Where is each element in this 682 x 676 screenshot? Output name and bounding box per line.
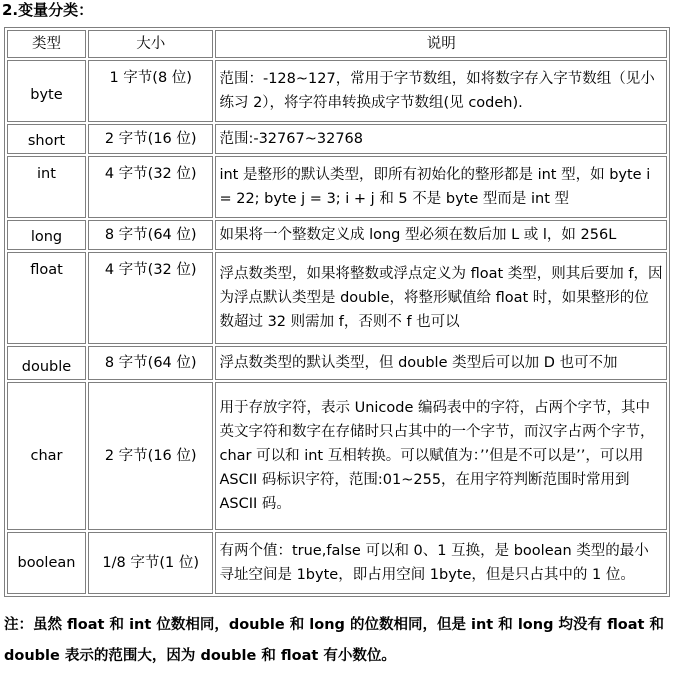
description-cell: int 是整形的默认类型，即所有初始化的整形都是 int 型，如 byte i = 22; byte j = 3; i + j 和 5 不是 byte 型而是 int 型: [215, 156, 667, 218]
description-cell: 浮点数类型的默认类型，但 double 类型后可以加 D 也可不加: [215, 346, 667, 380]
table-row: [7, 532, 667, 594]
type-cell: char: [7, 382, 86, 530]
table-row: [7, 124, 667, 154]
size-cell: 8 字节(64 位): [88, 346, 214, 380]
footnote: 注：虽然 float 和 int 位数相同，double 和 long 的位数相同，但是 int 和 long 均没有 float 和 double 表示的范围大，因为 double 和 float 有小数位。: [4, 617, 665, 664]
size-cell: 2 字节(16 位): [88, 124, 214, 154]
table-header-row: [7, 30, 667, 58]
size-cell: 4 字节(32 位): [88, 252, 214, 344]
description-cell: 如果将一个整数定义成 long 型必须在数后加 L 或 l，如 256L: [215, 220, 667, 250]
description-cell: 范围：-128~127，常用于字节数组，如将数字存入字节数组（见小练习 2），将字符串转换成字节数组(见 codeh).: [215, 60, 667, 122]
description-cell: 用于存放字符，表示 Unicode 编码表中的字符，占两个字节，其中英文字符和数字在存储时只占其中的一个字节，而汉字占两个字节，char 可以和 int 互相转换。可以赋值为：’’但是不可以是’’，可以用 ASCII 码标识字符，范围:01~255，在用字符判断范围时常用到 ASCII 码。: [215, 382, 667, 530]
description-cell: 有两个值：true,false 可以和 0、1 互换，是 boolean 类型的最小寻址空间是 1byte，即占用空间 1byte，但是只占其中的 1 位。: [215, 532, 667, 594]
section-heading: 2.变量分类：: [2, 1, 94, 19]
table-row: [7, 382, 667, 530]
type-cell: float: [7, 252, 86, 344]
description-cell: 浮点数类型，如果将整数或浮点定义为 float 类型，则其后要加 f，因为浮点默认类型是 double，将整形赋值给 float 时，如果整形的位数超过 32 则需加 f，否则不 f 也可以: [215, 252, 667, 344]
header-type: 类型: [7, 30, 86, 58]
type-cell: double: [7, 346, 86, 380]
size-cell: 8 字节(64 位): [88, 220, 214, 250]
table-row: [7, 156, 667, 218]
header-description: 说明: [215, 30, 667, 58]
header-size: 大小: [88, 30, 214, 58]
type-cell: long: [7, 220, 86, 250]
type-cell: [7, 60, 86, 122]
table-row: [7, 346, 667, 380]
table-row: [7, 220, 667, 250]
description-cell: 范围:-32767~32768: [215, 124, 667, 154]
type-cell: boolean: [7, 532, 86, 594]
size-cell: 1/8 字节(1 位): [88, 532, 214, 594]
size-cell: 4 字节(32 位): [88, 156, 214, 218]
type-cell: short: [7, 124, 86, 154]
table-row: [7, 60, 667, 122]
type-cell: int: [7, 156, 86, 218]
variable-types-table: [4, 27, 670, 597]
type-label: byte: [30, 87, 63, 103]
table-row: [7, 252, 667, 344]
size-cell: 2 字节(16 位): [88, 382, 214, 530]
size-cell: 1 字节(8 位): [88, 60, 214, 122]
